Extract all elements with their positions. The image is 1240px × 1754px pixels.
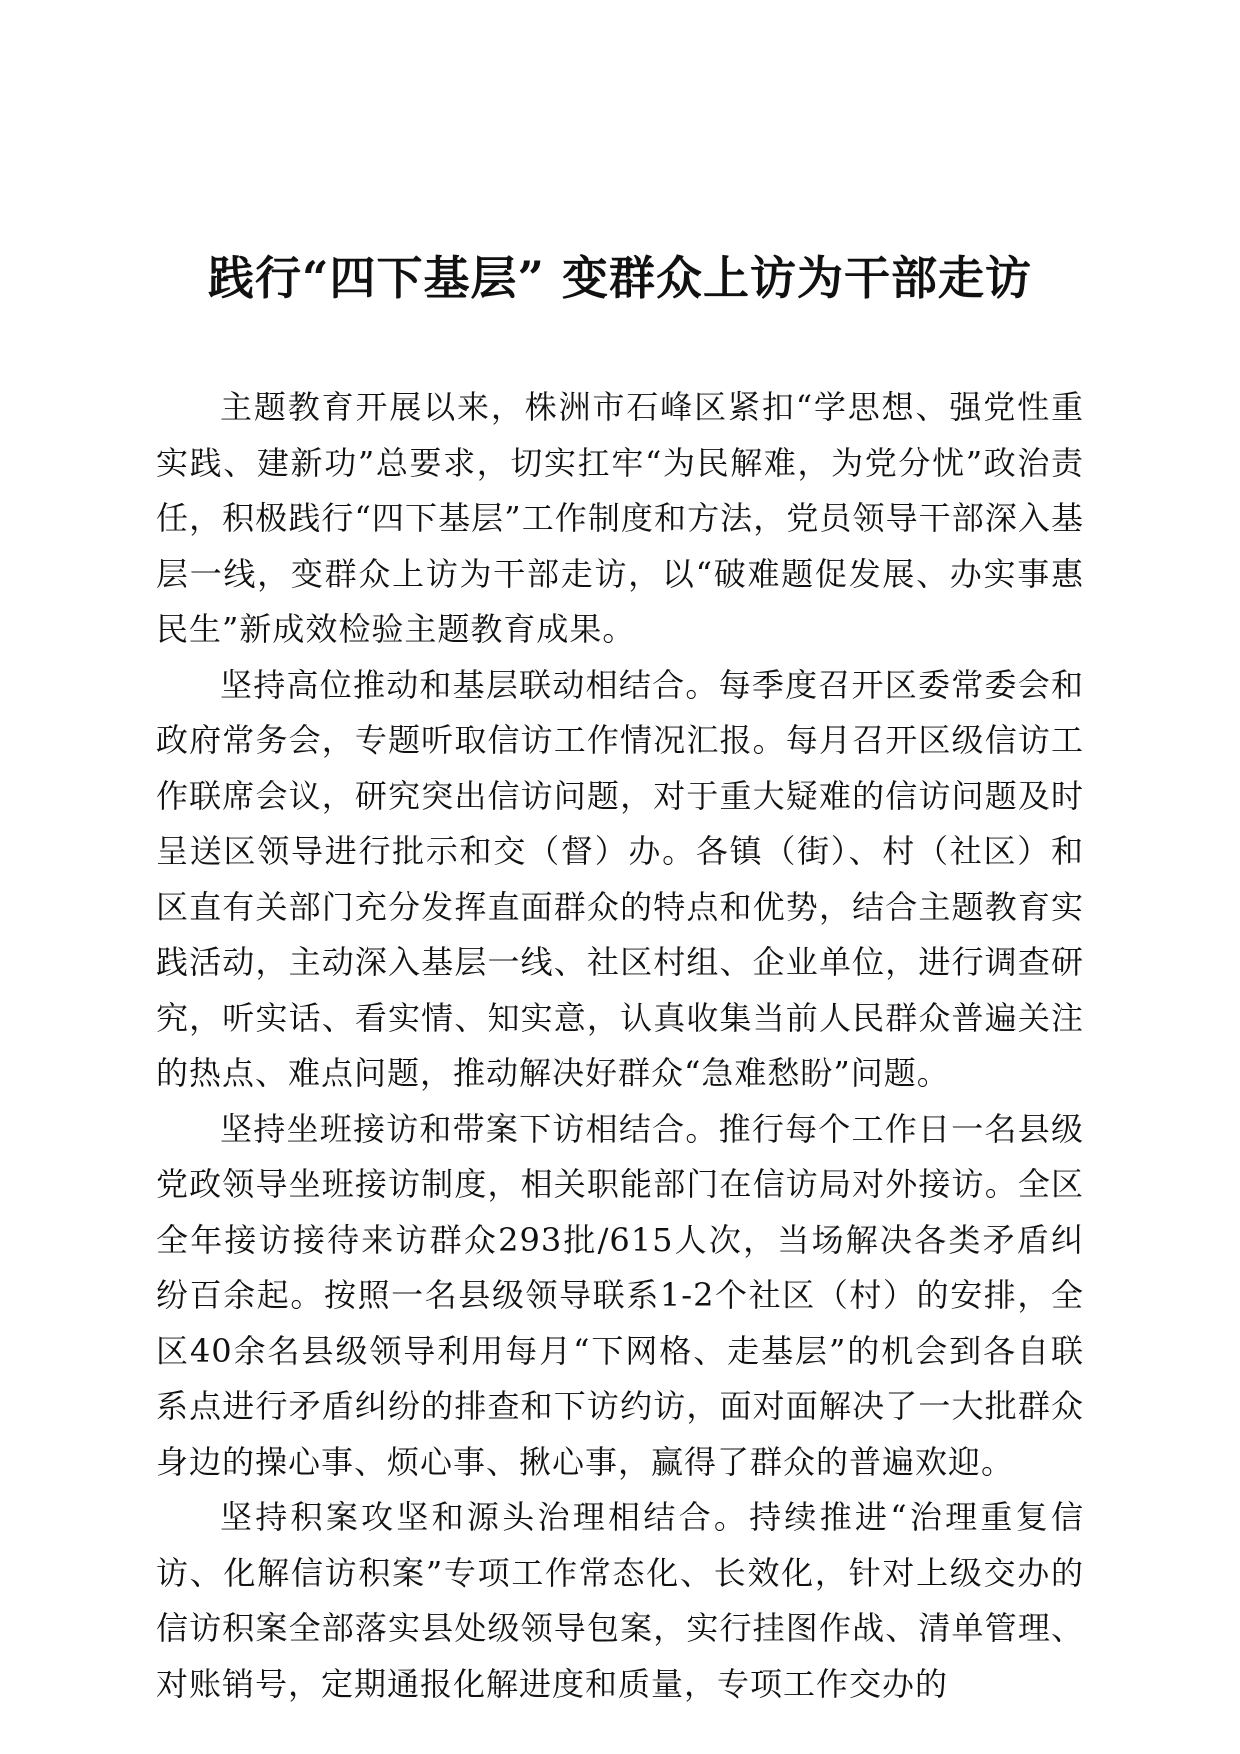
paragraph-reception-visits: 坚持坐班接访和带案下访相结合。推行每个工作日一名县级党政领导坐班接访制度，相关职能部门在信访局对外接访。全区全年接访接待来访群众293批/615人次，当场解决各类矛盾纠纷百余起。按照一名县级领导联系1-2个社区（村）的安排，全区40余名县级领导利用每月“下网格、走基层”的机会到各自联系点进行矛盾纠纷的排查和下访约访，面对面解决了一大批群众身边的操心事、烦心事、揪心事，赢得了群众的普遍欢迎。 (156, 1109, 1084, 1481)
document-body (156, 380, 1084, 1712)
paragraph-backlog-governance: 坚持积案攻坚和源头治理相结合。持续推进“治理重复信访、化解信访积案”专项工作常态化、长效化，针对上级交办的信访积案全部落实县处级领导包案，实行挂图作战、清单管理、对账销号，定期通报化解进度和质量，专项工作交办的 (156, 1498, 1084, 1703)
document-title: 践行“四下基层” 变群众上访为干部走访 (208, 251, 1032, 305)
paragraph-intro: 主题教育开展以来，株洲市石峰区紧扣“学思想、强党性重实践、建新功”总要求，切实扛牢“为民解难，为党分忧”政治责任，积极践行“四下基层”工作制度和方法，党员领导干部深入基层一线，变群众上访为干部走访，以“破难题促发展、办实事惠民生”新成效检验主题教育成果。 (156, 388, 1084, 648)
paragraph-high-level-linkage: 坚持高位推动和基层联动相结合。每季度召开区委常委会和政府常务会，专题听取信访工作情况汇报。每月召开区级信访工作联席会议，研究突出信访问题，对于重大疑难的信访问题及时呈送区领导进行批示和交（督）办。各镇（街）、村（社区）和区直有关部门充分发挥直面群众的特点和优势，结合主题教育实践活动，主动深入基层一线、社区村组、企业单位，进行调查研究，听实话、看实情、知实意，认真收集当前人民群众普遍关注的热点、难点问题，推动解决好群众“急难愁盼”问题。 (156, 665, 1084, 1092)
